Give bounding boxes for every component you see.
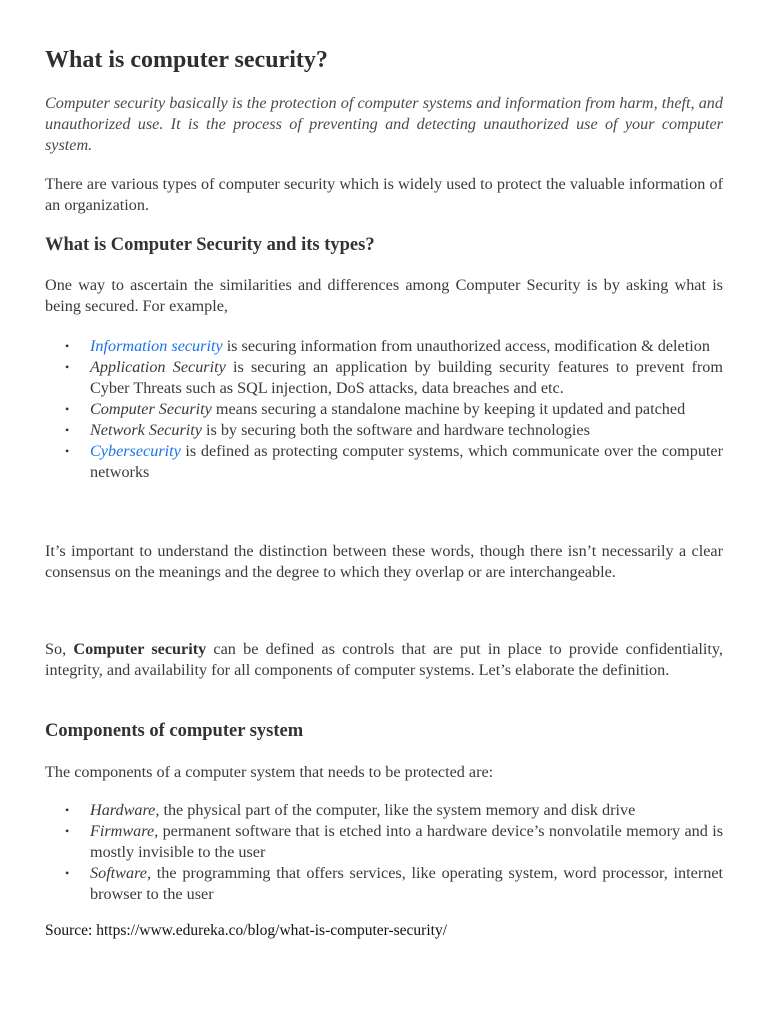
list-item-term: Computer Security [90,400,212,418]
list-item-text: is securing information from unauthorized access, modification & deletion [222,337,710,355]
paragraph-distinction: It’s important to understand the distinction between these words, though there isn’t necessarily a clear consensus on the meanings and the degree to which they overlap or are interchangeable. [45,542,723,581]
cybersecurity-link[interactable]: Cybersecurity [90,442,181,460]
bullet-icon: • [65,803,70,817]
list-item [45,336,723,357]
source-citation: Source: https://www.edureka.co/blog/what-is-computer-security/ [45,922,448,939]
paragraph-example-intro: One way to ascertain the similarities and differences among Computer Security is by asking what is being secured. For example, [45,276,723,315]
bullet-icon: • [65,444,70,458]
heading-components: Components of computer system [45,721,304,741]
list-item [45,821,723,863]
definition-prefix: So, [45,640,74,658]
list-item-text: is by securing both the software and hardware technologies [201,421,590,439]
list-item [45,399,723,420]
intro-paragraph: Computer security basically is the protection of computer systems and information from harm, theft, and unauthorized use. It is the process of preventing and detecting unauthorized use of your computer system. [45,94,723,154]
information-security-link[interactable]: Information security [90,337,223,355]
heading-security-types: What is Computer Security and its types? [45,235,375,255]
paragraph-types-overview: There are various types of computer security which is widely used to protect the valuable information of an organization. [45,175,723,214]
bullet-icon: • [65,360,70,374]
list-item-term: Software, [90,864,152,882]
list-item [45,863,723,905]
bullet-icon: • [65,824,70,838]
security-types-list [45,336,723,483]
list-item-text: the physical part of the computer, like the system memory and disk drive [159,801,636,819]
list-item-term: Network Security [90,421,202,439]
list-item-text: is securing an application by building security features to prevent from Cyber Threats such as SQL injection, DoS attacks, data breaches and etc. [90,358,723,397]
list-item-term: Firmware, [90,822,159,840]
list-item-term: Application Security [90,358,226,376]
bullet-icon: • [65,339,70,353]
definition-text: can be defined as controls that are put in place to provide confidentiality, integrity, and availability for all components of computer systems. Let’s elaborate the definition. [45,640,723,679]
list-item [45,420,723,441]
list-item [45,441,723,483]
list-item [45,357,723,399]
list-item-text: is defined as protecting computer systems, which communicate over the computer networks [90,442,723,481]
components-list [45,800,723,905]
bullet-icon: • [65,423,70,437]
list-item-text: means securing a standalone machine by keeping it updated and patched [211,400,686,418]
list-item-term: Hardware, [90,801,160,819]
list-item [45,800,723,821]
paragraph-components-intro: The components of a computer system that needs to be protected are: [45,763,494,781]
bullet-icon: • [65,866,70,880]
bullet-icon: • [65,402,70,416]
paragraph-definition [45,639,723,681]
list-item-text: the programming that offers services, like operating system, word processor, internet browser to the user [90,864,723,903]
page-title: What is computer security? [45,47,328,73]
list-item-text: permanent software that is etched into a hardware device’s nonvolatile memory and is mostly invisible to the user [90,822,723,861]
definition-term: Computer security [73,640,207,658]
